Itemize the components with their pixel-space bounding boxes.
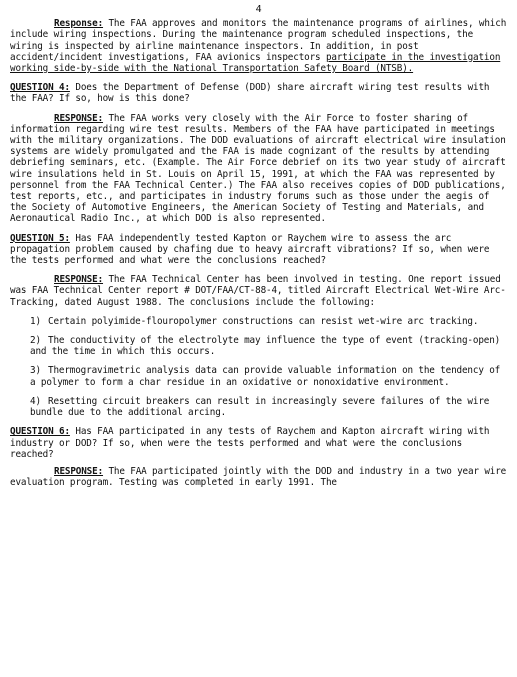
response-3 — [10, 18, 507, 74]
question-6-label: QUESTION 6: — [10, 426, 70, 438]
list-item: 3) Thermogravimetric analysis data can provide valuable information on the tendency of a polymer to form a char residue in an oxidative or nonoxidative environment. — [30, 365, 501, 388]
response-3-body: airlines, which include wiring inspections. During the maintenance program scheduled inspections, the wiring is inspected by airline maintenance inspectors. In addition, in post accident/incident investigations, FAA avionics inspectors — [10, 18, 507, 63]
question-5 — [10, 233, 507, 267]
list-item: 2) The conductivity of the electrolyte may influence the type of event (tracking-open) and the time in which this occurs. — [30, 335, 501, 358]
response-3-line1: The FAA approves and monitors the maintenance programs of — [103, 18, 419, 30]
response-4-text: The FAA works very closely with the Air Force to foster sharing of information regarding wire test results. Members of the FAA have participated in meetings with the military organizations. The DOD evaluations of aircraft electrical wire insulation systems are widely promulgated and the FAA is made cognizant of the results by attending debriefing seminars, etc. (Example. The Air Force debrief on its two year study of aircraft wire insulations held in St. Louis on April 15, 1991, at which the FAA was represented by personnel from the FAA Technical Center.) The FAA also receives copies of DOD publications, test reports, etc., and participates in industry forums such as those under the aegis of the Society of Automotive Engineers, the American Society of Testing and Materials, and Aeronautical Radio Inc., at which DOD is also represented. — [10, 112, 506, 225]
question-4-label: QUESTION 4: — [10, 82, 70, 94]
response-5-label: RESPONSE: — [54, 274, 104, 286]
question-6 — [10, 426, 507, 460]
response-6-text: The FAA participated jointly with the DOD and industry in a two year wire evaluation program. Testing was completed in early 1991. The — [10, 465, 507, 489]
question-5-text: Has FAA independently tested Kapton or Raychem wire to assess the arc propagation problem caused by chafing due to heavy aircraft vibrations? If so, when were the tests performed and what were the conclusions reached? — [10, 232, 490, 267]
conclusions-list — [10, 316, 507, 418]
response-4-label: RESPONSE: — [54, 112, 104, 124]
response-6 — [10, 466, 507, 488]
response-4 — [10, 113, 507, 225]
response-3-underlined-text: participate in the investigation working side-by-side with the National Transportation Safety Board (NTSB). — [10, 51, 501, 75]
list-item: 4) Resetting circuit breakers can result in increasingly severe failures of the wire bundle due to the additional arcing. — [30, 395, 490, 419]
response-5 — [10, 274, 507, 308]
question-4-text: Does the Department of Defense (DOD) share aircraft wiring test results with the FAA? If so, how is this done? — [10, 82, 490, 105]
question-4 — [10, 82, 507, 104]
question-6-text: Has FAA participated in any tests of Raychem and Kapton aircraft wiring with industry or DOD? If so, when were the tests performed and what were the conclusions reached? — [10, 426, 490, 460]
list-item: 1) Certain polyimide-flouropolymer constructions can resist wet-wire arc tracking. — [30, 315, 479, 327]
question-5-label: QUESTION 5: — [10, 232, 70, 244]
response-6-label: RESPONSE: — [54, 465, 104, 477]
response-5-text: The FAA Technical Center has been involved in testing. One report issued was FAA Technical Center report # DOT/FAA/CT-88-4, titled Aircraft Electrical Wet-Wire Arc-Tracking, dated August 1988. The conclusions include the following: — [10, 274, 506, 308]
page-number: 4 — [255, 4, 262, 15]
response-3-label: Response: — [54, 18, 104, 30]
